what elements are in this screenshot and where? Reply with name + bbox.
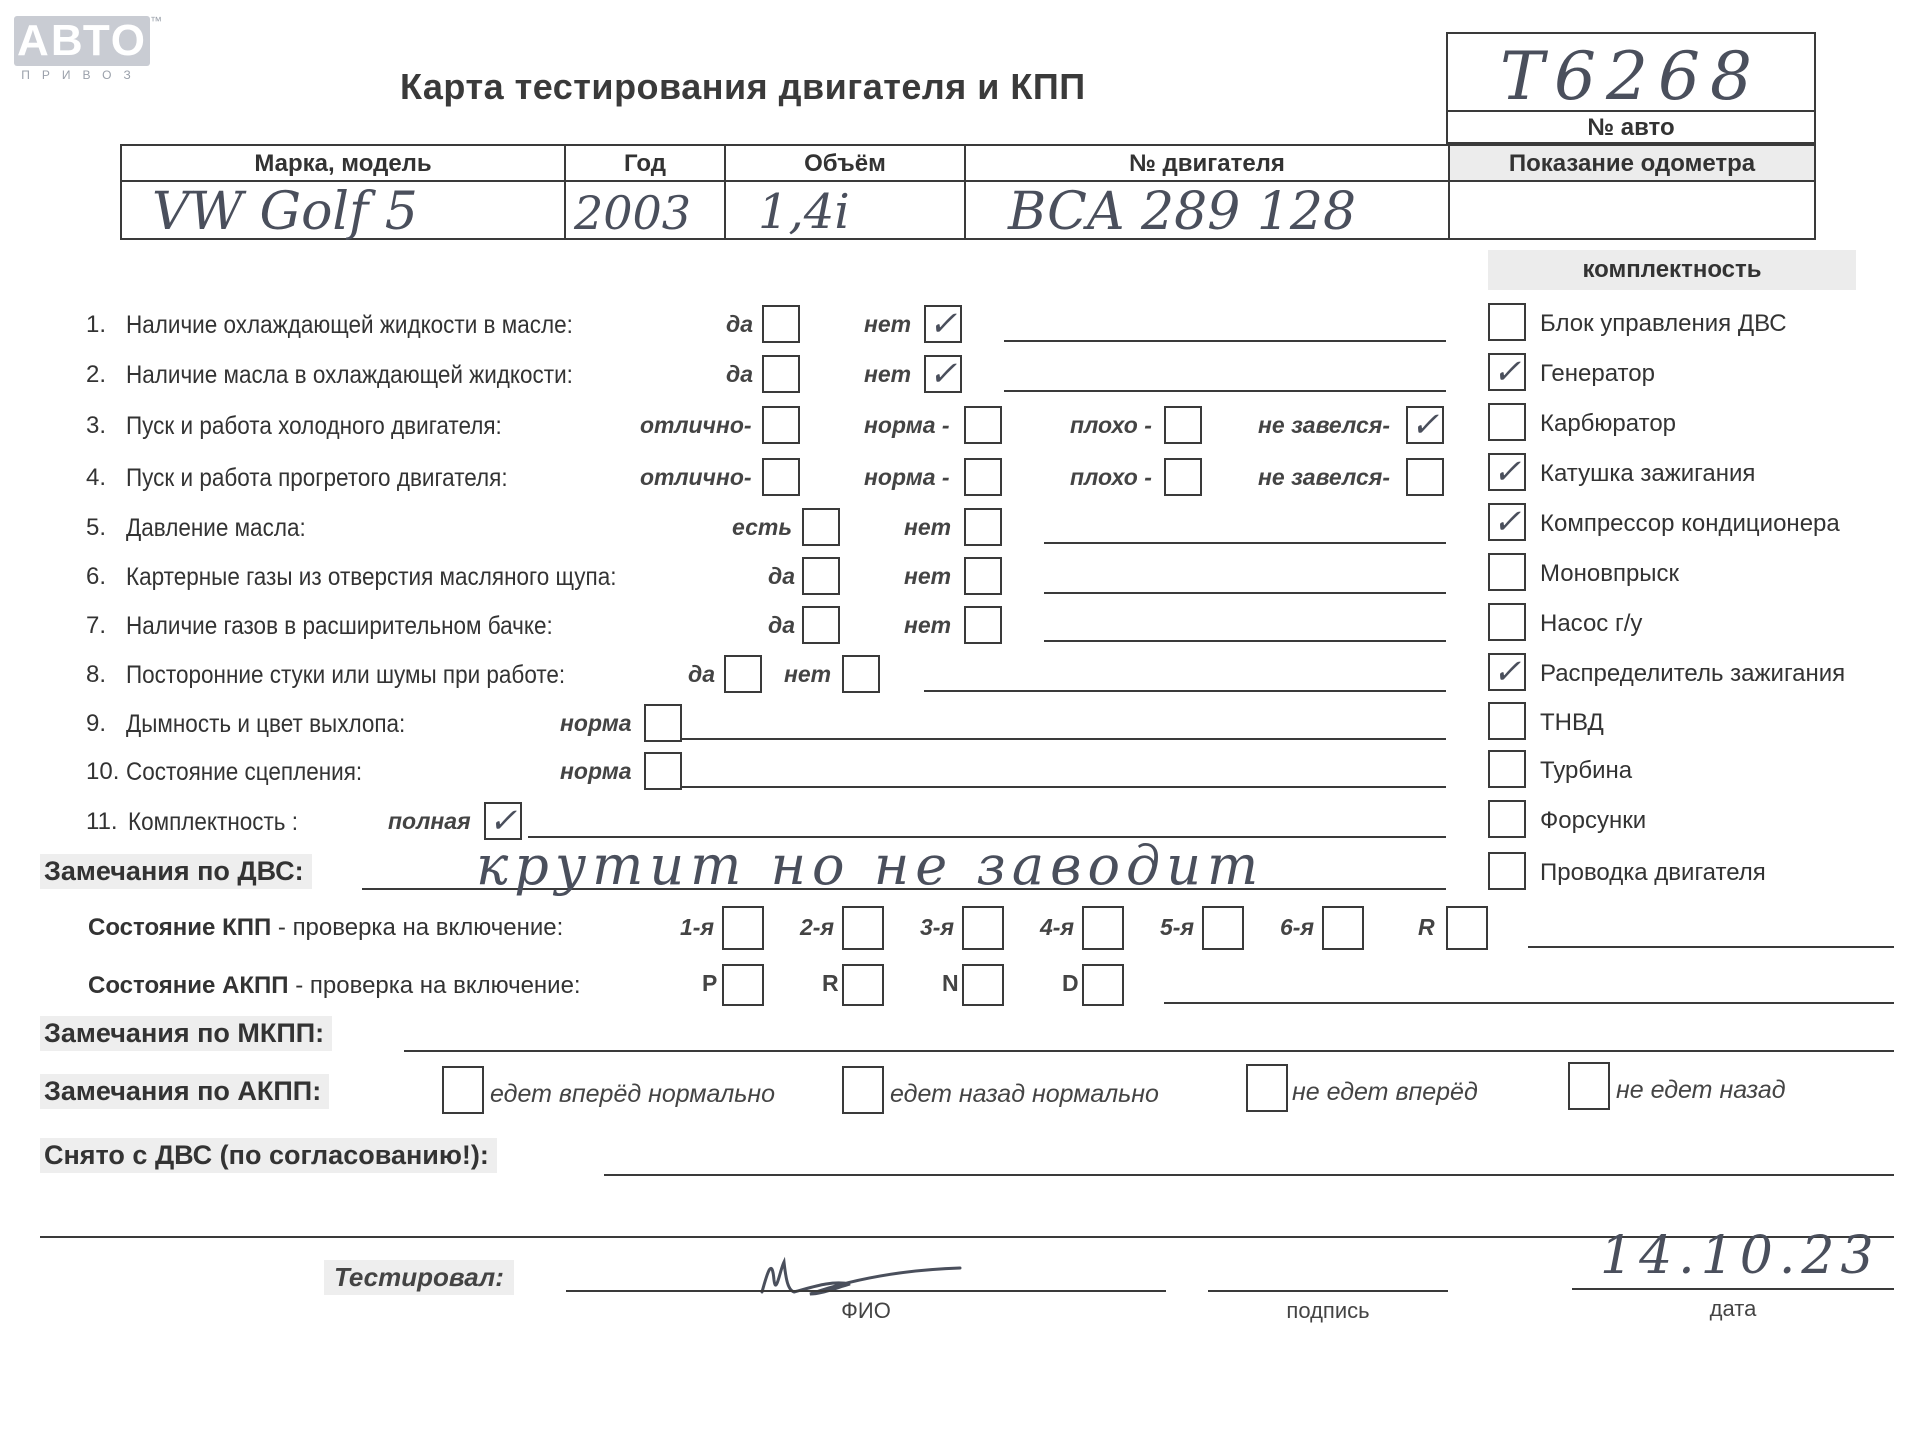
- gear-2-checkbox[interactable]: [842, 906, 884, 950]
- mode-p-label: P: [702, 970, 718, 996]
- gear-6-label: 6-я: [1280, 914, 1314, 940]
- item-5-opt-no: нет: [904, 514, 952, 540]
- col-volume: Объём: [804, 150, 886, 177]
- side-ac-compressor-checkbox[interactable]: [1488, 503, 1526, 541]
- dvs-remarks-value: крутит но не заводит: [476, 834, 1265, 897]
- date-line: [1572, 1288, 1894, 1290]
- item-7-opt-no: нет: [904, 612, 952, 638]
- gear-3-label: 3-я: [920, 914, 954, 940]
- item-1-opt-no: нет: [864, 311, 912, 337]
- item-5-yes-checkbox[interactable]: [802, 508, 840, 546]
- side-engine-wiring-label: Проводка двигателя: [1540, 859, 1766, 886]
- side-generator-checkbox[interactable]: [1488, 353, 1526, 391]
- make-model-value: VW Golf 5: [152, 182, 418, 242]
- item-1-number: 1.: [86, 311, 107, 338]
- akpp-backward-ok-checkbox[interactable]: [842, 1066, 884, 1114]
- item-9-normal-checkbox[interactable]: [644, 704, 682, 742]
- item-4-label: Пуск и работа прогретого двигателя:: [126, 464, 508, 492]
- akpp-label: [88, 972, 581, 1000]
- item-6-number: 6.: [86, 563, 107, 590]
- gear-r-checkbox[interactable]: [1446, 906, 1488, 950]
- side-generator-mark: ✓: [1492, 352, 1522, 392]
- item-6-yes-checkbox[interactable]: [802, 557, 840, 595]
- date-value: 14.10.23: [1600, 1226, 1880, 1286]
- gear-4-checkbox[interactable]: [1082, 906, 1124, 950]
- item-3-opt-bad: плохо -: [1070, 412, 1152, 438]
- item-6-note-line: [1044, 592, 1446, 594]
- item-10-opt-normal: норма: [560, 758, 632, 784]
- gear-4-label: 4-я: [1040, 914, 1074, 940]
- item-11-full-mark: ✓: [488, 801, 518, 841]
- item-7-number: 7.: [86, 612, 107, 639]
- item-5-no-checkbox[interactable]: [964, 508, 1002, 546]
- item-9-number: 9.: [86, 710, 107, 737]
- side-monoinjection-label: Моновпрыск: [1540, 560, 1680, 587]
- item-8-opt-no: нет: [784, 661, 832, 687]
- fio-caption: ФИО: [841, 1298, 891, 1323]
- item-1-no-mark: ✓: [928, 304, 958, 344]
- item-8-no-checkbox[interactable]: [842, 655, 880, 693]
- item-10-normal-checkbox[interactable]: [644, 752, 682, 790]
- item-8-opt-yes: да: [688, 661, 716, 687]
- side-turbine-checkbox[interactable]: [1488, 750, 1526, 788]
- item-4-opt-bad: плохо -: [1070, 464, 1152, 490]
- item-3-bad-checkbox[interactable]: [1164, 406, 1202, 444]
- item-11-label: Комплектность :: [128, 808, 299, 836]
- mode-n-label: N: [942, 970, 959, 996]
- item-4-opt-nostart: не завелся-: [1258, 464, 1390, 490]
- mode-d-checkbox[interactable]: [1082, 964, 1124, 1006]
- item-9-opt-normal: норма: [560, 710, 632, 736]
- item-7-yes-checkbox[interactable]: [802, 606, 840, 644]
- side-distributor-label: Распределитель зажигания: [1540, 660, 1846, 687]
- item-5-opt-yes: есть: [732, 514, 792, 540]
- side-ignition-coil-checkbox[interactable]: [1488, 453, 1526, 491]
- volume-value: 1,4i: [758, 184, 850, 240]
- side-injectors-checkbox[interactable]: [1488, 800, 1526, 838]
- item-10-note-line: [682, 786, 1446, 788]
- side-ac-compressor-mark: ✓: [1492, 502, 1522, 542]
- item-5-note-line: [1044, 542, 1446, 544]
- item-3-normal-checkbox[interactable]: [964, 406, 1002, 444]
- header-table: [120, 144, 1816, 240]
- item-6-opt-yes: да: [768, 563, 796, 589]
- item-2-opt-no: нет: [864, 361, 912, 387]
- mode-d-label: D: [1062, 970, 1079, 996]
- side-ignition-coil-mark: ✓: [1492, 452, 1522, 492]
- item-4-normal-checkbox[interactable]: [964, 458, 1002, 496]
- gear-3-checkbox[interactable]: [962, 906, 1004, 950]
- tested-by-label: Тестировал:: [324, 1260, 514, 1295]
- signature-line: [1208, 1290, 1448, 1292]
- col-make-model: Марка, модель: [254, 150, 432, 177]
- signature-caption: подпись: [1286, 1298, 1370, 1323]
- side-turbine-label: Турбина: [1540, 757, 1633, 784]
- item-7-no-checkbox[interactable]: [964, 606, 1002, 644]
- item-3-excellent-checkbox[interactable]: [762, 406, 800, 444]
- akpp-forward-ok-checkbox[interactable]: [442, 1066, 484, 1114]
- item-4-nostart-checkbox[interactable]: [1406, 458, 1444, 496]
- item-1-label: Наличие охлаждающей жидкости в масле:: [126, 311, 573, 339]
- mode-r-label: R: [822, 970, 839, 996]
- col-year: Год: [624, 150, 666, 177]
- item-6-no-checkbox[interactable]: [964, 557, 1002, 595]
- logo-trademark: ™: [150, 14, 162, 28]
- akpp-forward-ok-label: едет вперёд нормально: [490, 1080, 776, 1108]
- auto-number-value: T6268: [1500, 38, 1762, 115]
- side-generator-label: Генератор: [1540, 360, 1655, 387]
- removed-label: Снято с ДВС (по согласованию!):: [40, 1138, 497, 1173]
- item-4-opt-excellent: отлично-: [640, 464, 752, 490]
- akpp-no-backward-checkbox[interactable]: [1568, 1062, 1610, 1110]
- akpp-no-backward-label: не едет назад: [1616, 1076, 1786, 1104]
- year-value: 2003: [574, 186, 692, 240]
- side-ecu-label: Блок управления ДВС: [1540, 310, 1787, 337]
- item-1-opt-yes: да: [726, 311, 754, 337]
- gear-5-checkbox[interactable]: [1202, 906, 1244, 950]
- item-3-opt-normal: норма -: [864, 412, 950, 438]
- akpp-label-bold: Состояние АКПП: [88, 972, 289, 999]
- gear-1-label: 1-я: [680, 914, 714, 940]
- item-7-note-line: [1044, 640, 1446, 642]
- side-ecu-checkbox[interactable]: [1488, 303, 1526, 341]
- item-2-opt-yes: да: [726, 361, 754, 387]
- kpp-label-bold: Состояние КПП: [88, 914, 272, 941]
- side-ac-compressor-label: Компрессор кондиционера: [1540, 510, 1840, 537]
- item-2-number: 2.: [86, 361, 107, 388]
- item-4-bad-checkbox[interactable]: [1164, 458, 1202, 496]
- engine-number-value: BCA 289 128: [1008, 182, 1357, 242]
- akpp-no-forward-checkbox[interactable]: [1246, 1064, 1288, 1112]
- side-ignition-coil-label: Катушка зажигания: [1540, 460, 1756, 487]
- item-3-opt-nostart: не завелся-: [1258, 412, 1390, 438]
- mode-r-checkbox[interactable]: [842, 964, 884, 1006]
- page-title: Карта тестирования двигателя и КПП: [400, 66, 1086, 107]
- logo: АВТО: [14, 16, 150, 66]
- dvs-remarks-label: Замечания по ДВС:: [40, 854, 312, 889]
- item-2-label: Наличие масла в охлаждающей жидкости:: [126, 361, 573, 389]
- col-odometer: Показание одометра: [1508, 150, 1756, 177]
- side-injection-pump-checkbox[interactable]: [1488, 702, 1526, 740]
- item-10-number: 10.: [86, 758, 120, 785]
- side-power-steering-pump-checkbox[interactable]: [1488, 603, 1526, 641]
- mode-n-checkbox[interactable]: [962, 964, 1004, 1006]
- item-9-note-line: [682, 738, 1446, 740]
- item-10-label: Состояние сцепления:: [126, 758, 363, 786]
- item-6-opt-no: нет: [904, 563, 952, 589]
- item-2-yes-checkbox[interactable]: [762, 355, 800, 393]
- item-8-note-line: [924, 690, 1446, 692]
- mkpp-remarks-label: Замечания по МКПП:: [40, 1016, 332, 1051]
- item-1-yes-checkbox[interactable]: [762, 305, 800, 343]
- mode-p-checkbox[interactable]: [722, 964, 764, 1006]
- akpp-backward-ok-label: едет назад нормально: [890, 1080, 1159, 1108]
- kpp-label-rest: - проверка на включение:: [271, 914, 564, 941]
- item-3-label: Пуск и работа холодного двигателя:: [126, 412, 502, 440]
- side-engine-wiring-checkbox[interactable]: [1488, 852, 1526, 890]
- item-1-note-line: [1004, 340, 1446, 342]
- item-11-opt-full: полная: [388, 808, 471, 834]
- item-3-opt-excellent: отлично-: [640, 412, 752, 438]
- item-4-excellent-checkbox[interactable]: [762, 458, 800, 496]
- item-3-nostart-checkbox[interactable]: [1406, 406, 1444, 444]
- kpp-label: [88, 914, 563, 942]
- col-engine-number: № двигателя: [1129, 150, 1285, 177]
- side-power-steering-pump-label: Насос г/у: [1540, 610, 1643, 637]
- item-8-number: 8.: [86, 661, 107, 688]
- side-injectors-label: Форсунки: [1540, 807, 1647, 834]
- item-2-no-checkbox[interactable]: [924, 355, 962, 393]
- item-6-label: Картерные газы из отверстия масляного щупа:: [126, 563, 617, 591]
- item-3-number: 3.: [86, 412, 107, 439]
- kpp-note-line: [1528, 946, 1894, 948]
- item-4-number: 4.: [86, 464, 107, 491]
- removed-line: [604, 1174, 1894, 1176]
- item-4-opt-normal: норма -: [864, 464, 950, 490]
- akpp-note-line: [1164, 1002, 1894, 1004]
- item-2-note-line: [1004, 390, 1446, 392]
- item-1-no-checkbox[interactable]: [924, 305, 962, 343]
- gear-1-checkbox[interactable]: [722, 906, 764, 950]
- logo-subtitle: ПРИВОЗ: [21, 68, 143, 82]
- side-distributor-mark: ✓: [1492, 652, 1522, 692]
- item-8-yes-checkbox[interactable]: [724, 655, 762, 693]
- item-3-nostart-mark: ✓: [1410, 405, 1440, 445]
- akpp-no-forward-label: не едет вперёд: [1292, 1078, 1478, 1106]
- completeness-header: комплектность: [1582, 256, 1762, 283]
- item-5-label: Давление масла:: [126, 514, 306, 542]
- item-9-label: Дымность и цвет выхлопа:: [126, 710, 406, 738]
- gear-5-label: 5-я: [1160, 914, 1194, 940]
- side-injection-pump-label: ТНВД: [1540, 709, 1604, 736]
- item-5-number: 5.: [86, 514, 107, 541]
- mkpp-remarks-line: [404, 1050, 1894, 1052]
- item-2-no-mark: ✓: [928, 354, 958, 394]
- akpp-remarks-label: Замечания по АКПП:: [40, 1074, 329, 1109]
- side-distributor-checkbox[interactable]: [1488, 653, 1526, 691]
- side-carburetor-checkbox[interactable]: [1488, 403, 1526, 441]
- akpp-label-rest: - проверка на включение:: [288, 972, 581, 999]
- gear-r-label: R: [1418, 914, 1435, 940]
- fio-line: [566, 1290, 1166, 1292]
- gear-6-checkbox[interactable]: [1322, 906, 1364, 950]
- gear-2-label: 2-я: [800, 914, 834, 940]
- side-monoinjection-checkbox[interactable]: [1488, 553, 1526, 591]
- date-caption: дата: [1709, 1296, 1757, 1321]
- auto-number-label: № авто: [1587, 114, 1675, 141]
- item-11-number: 11.: [86, 808, 118, 835]
- side-carburetor-label: Карбюратор: [1540, 410, 1677, 437]
- item-7-opt-yes: да: [768, 612, 796, 638]
- item-7-label: Наличие газов в расширительном бачке:: [126, 612, 553, 640]
- item-8-label: Посторонние стуки или шумы при работе:: [126, 661, 566, 689]
- auto-number-box: [1446, 32, 1816, 144]
